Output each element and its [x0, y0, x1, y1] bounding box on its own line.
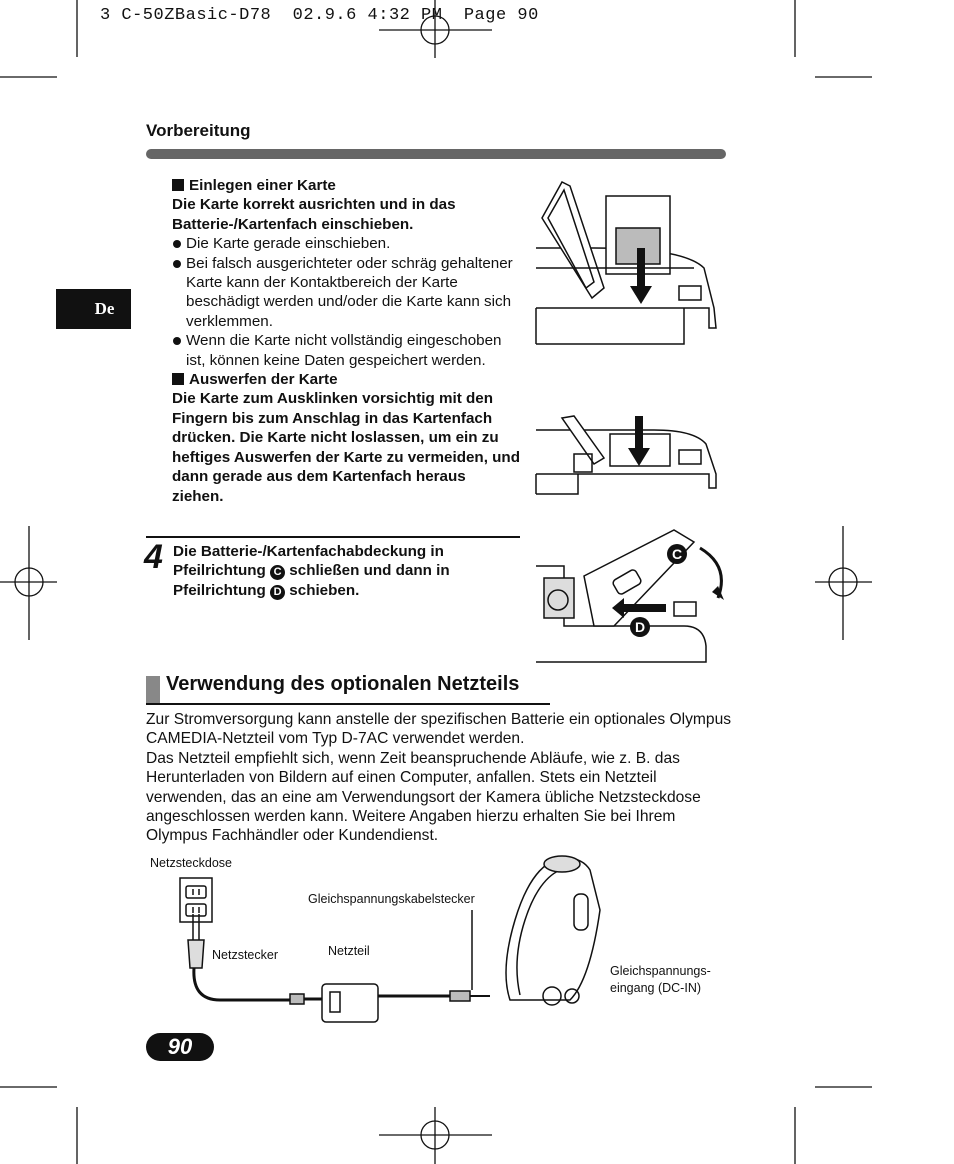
step-4-text-part: schieben.: [289, 581, 360, 599]
section-heading: Vorbereitung: [146, 121, 251, 140]
marker-d-icon: D: [270, 585, 285, 600]
insert-heading: Einlegen einer Karte: [189, 177, 336, 194]
label-dc-plug: Gleichspannungskabelstecker: [308, 892, 475, 906]
label-dc-in-line1: Gleichspannungs-: [610, 964, 711, 978]
page-number: 90: [146, 1033, 214, 1061]
insert-instruction: Die Karte korrekt ausrichten und in das Batterie-/Kartenfach einschieben.: [172, 196, 456, 233]
step-divider: [146, 536, 520, 538]
insert-card-illustration: [534, 178, 722, 346]
insert-bullet: Die Karte gerade einschieben.: [172, 234, 520, 253]
adapter-paragraph: Das Netzteil empfiehlt sich, wenn Zeit beanspruchende Abläufe, wie z. B. das Herunterladen von Bildern auf einen Computer, anfallen. Stets ein Netzteil verwenden, das an eine am Verwendungsort der Kamera übliche Netzsteckdose angeschlossen werden kann. Weitere Angaben hierzu erhalten Sie bei Ihrem Olympus Fachhändler oder Kundendienst.: [146, 749, 701, 845]
marker-c-icon: C: [667, 544, 687, 564]
eject-card-illustration: [534, 414, 722, 496]
section-rule: [146, 149, 726, 159]
marker-d-icon: D: [630, 617, 650, 637]
step-4-text-part: schließen und dann in Pfeilrichtung: [173, 562, 450, 599]
adapter-heading: Verwendung des optionalen Netzteils: [166, 673, 520, 695]
eject-heading: Auswerfen der Karte: [189, 371, 338, 389]
label-dc-in-line2: eingang (DC-IN): [610, 981, 702, 995]
insert-bullet: Wenn die Karte nicht vollständig eingeschoben ist, können keine Daten gespeichert werden.: [172, 331, 520, 370]
label-power-plug: Netzstecker: [212, 948, 278, 962]
label-ac-adapter: Netzteil: [328, 944, 370, 958]
heading-accent-bar: [146, 676, 160, 704]
step-number: 4: [144, 538, 163, 576]
square-bullet-icon: [172, 373, 184, 385]
adapter-paragraph: Zur Stromversorgung kann anstelle der spezifischen Batterie ein optionales Olympus CAMEDIA-Netzteil vom Typ D-7AC verwendet werden.: [146, 711, 732, 748]
adapter-connection-diagram: [170, 850, 640, 1030]
label-outlet: Netzsteckdose: [150, 856, 232, 870]
adapter-body: [146, 710, 736, 846]
square-bullet-icon: [172, 179, 184, 191]
step-4-text: [173, 542, 513, 600]
marker-c-icon: C: [270, 565, 285, 580]
card-instructions: [172, 176, 520, 506]
heading-underline: [146, 703, 550, 705]
eject-instruction: Die Karte zum Ausklinken vorsichtig mit den Fingern bis zum Anschlag in das Kartenfach drücken. Die Karte nicht loslassen, um ein zu heftiges Auswerfen der Karte zu vermeiden, und dann gerade aus dem Kartenfach heraus ziehen.: [172, 390, 520, 505]
close-cover-illustration: [534, 526, 730, 664]
language-tab-label: De: [94, 299, 115, 318]
step-4-text-part: Die Batterie-/Kartenfachabdeckung in Pfeilrichtung: [173, 543, 444, 580]
insert-bullet: Bei falsch ausgerichteter oder schräg gehaltener Karte kann der Kontaktbereich der Karte beschädigt werden und/oder die Karte kann sich verklemmen.: [172, 254, 520, 332]
language-tab: [56, 289, 131, 329]
print-header: 3 C-50ZBasic-D78 02.9.6 4:32 PM Page 90: [100, 6, 539, 25]
